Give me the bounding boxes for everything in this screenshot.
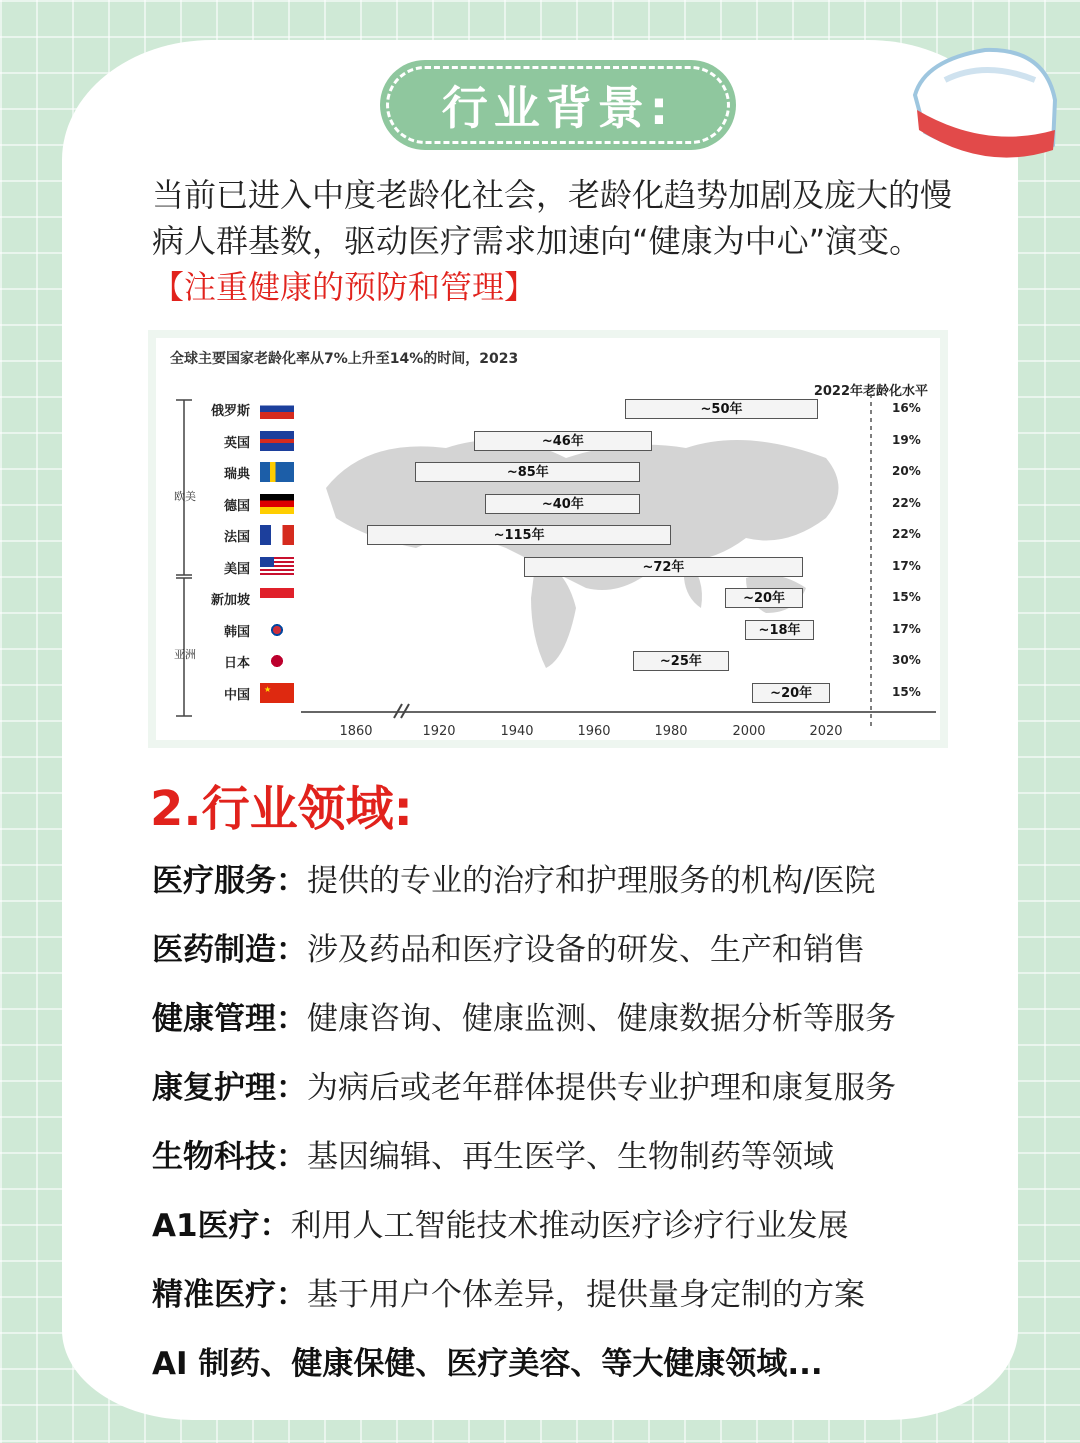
country-label: 中国 [223,687,250,703]
intro-highlight: 【注重健康的预防和管理】 [152,268,537,306]
duration-bar: ~85年 [415,462,640,482]
field-item [152,1062,896,1107]
country-label: 日本 [223,656,250,671]
duration-bar: ~115年 [367,525,671,545]
field-name: 健康管理： [152,1001,307,1037]
section-title: 2.行业领域: [150,781,413,837]
x-tick-label: 1920 [422,724,456,739]
flag-icon [260,588,294,608]
aging-level-label: 19% [892,432,921,447]
field-name: 医药制造： [152,932,307,968]
country-label: 德国 [223,498,250,514]
x-tick-label: 2000 [732,724,766,739]
country-label: 瑞典 [223,467,250,482]
flag-icon [260,431,294,451]
field-desc: 基因编辑、再生医学、生物制药等领域 [307,1139,834,1175]
field-name: 医疗服务： [152,863,307,899]
flag-icon [260,462,294,482]
duration-bar: ~25年 [633,651,730,671]
aging-level-label: 15% [892,590,921,604]
duration-bar: ~20年 [752,683,829,703]
field-desc: 健康咨询、健康监测、健康数据分析等服务 [307,1001,896,1037]
aging-level-label: 30% [892,653,921,667]
duration-bar: ~18年 [745,620,815,640]
country-label: 英国 [223,435,250,451]
nurse-hat-icon [905,40,1065,170]
field-desc: 涉及药品和医疗设备的研发、生产和销售 [307,932,865,968]
duration-bar: ~50年 [625,399,819,419]
field-name: 生物科技： [152,1139,307,1175]
field-desc: 为病后或老年群体提供专业护理和康复服务 [307,1070,896,1106]
x-tick-label: 1860 [339,724,373,739]
flag-icon: ★ [260,683,294,703]
chart-level-title: 2022年老龄化水平 [813,384,928,399]
flag-icon [260,525,294,545]
country-label: 美国 [223,561,250,577]
field-item [152,1338,823,1383]
country-label: 韩国 [223,624,250,640]
field-name: 精准医疗： [152,1277,307,1313]
region-label: 欧美 [174,490,196,503]
field-desc: 基于用户个体差异，提供量身定制的方案 [307,1277,865,1313]
intro-paragraph: 当前已进入中度老龄化社会，老龄化趋势加剧及庞大的慢病人群基数，驱动医疗需求加速向“健康为中心”演变。 [152,176,953,260]
flag-icon [260,651,294,671]
country-label: 俄罗斯 [210,404,250,419]
duration-bar: ~20年 [725,588,802,608]
aging-level-label: 22% [892,527,921,541]
aging-level-label: 17% [892,621,921,636]
flag-icon [260,557,294,577]
field-item [152,924,865,969]
field-item [152,855,875,900]
flag-icon [260,620,294,640]
country-label: 新加坡 [210,593,250,608]
chart-area [156,338,940,740]
field-item [152,993,896,1038]
title-badge [380,60,736,150]
aging-level-label: 20% [892,464,921,478]
x-tick-label: 1940 [500,724,534,739]
x-tick-label: 2020 [809,724,843,739]
x-tick-label: 1980 [654,724,688,739]
duration-bar: ~40年 [485,494,640,514]
field-name: AI 制药、健康保健、医疗美容、等大健康领域... [152,1346,823,1382]
field-desc: 提供的专业的治疗和护理服务的机构/医院 [307,863,876,899]
duration-bar: ~46年 [474,431,652,451]
aging-level-label: 17% [892,558,921,573]
country-label: 法国 [223,530,250,545]
aging-level-label: 16% [892,401,921,415]
flag-icon [260,494,294,514]
duration-bar: ~72年 [524,557,803,577]
aging-chart [148,330,948,748]
field-name: A1医疗： [152,1208,291,1244]
field-item [152,1269,865,1314]
field-desc: 利用人工智能技术推动医疗诊疗行业发展 [290,1208,849,1244]
x-tick-label: 1960 [577,724,611,739]
aging-level-label: 15% [892,684,921,699]
field-item [152,1200,849,1245]
field-item [152,1131,834,1176]
flag-icon [260,399,294,419]
region-label: 亚洲 [174,648,196,661]
page-title: 行业背景: [441,81,675,135]
chart-title: 全球主要国家老龄化率从7%上升至14%的时间，2023 [170,351,519,367]
field-name: 康复护理： [152,1070,307,1106]
aging-level-label: 22% [892,495,921,510]
